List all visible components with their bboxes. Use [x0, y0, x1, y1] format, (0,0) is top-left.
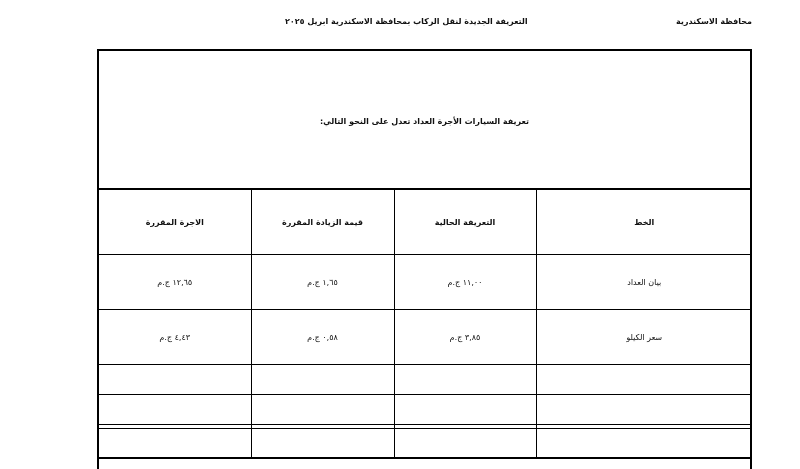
empty-cell — [536, 365, 752, 395]
cell-line: بيان العداد — [536, 255, 752, 310]
table-row — [99, 310, 752, 365]
empty-cell — [394, 365, 536, 395]
document-title: التعريفة الجديدة لنقل الركاب بمحافظة الاسكندرية ابريل ٢٠٢٥ — [285, 17, 528, 26]
empty-cell — [536, 395, 752, 425]
empty-row — [99, 365, 752, 395]
column-header-current: التعريفة الحالية — [394, 190, 536, 255]
column-header-line: الخط — [536, 190, 752, 255]
empty-cell — [251, 429, 394, 459]
empty-cell — [251, 395, 394, 425]
cell-fare: ٤,٤٣ ج.م — [99, 310, 251, 365]
column-header-increase: قيمة الزيادة المقررة — [251, 190, 394, 255]
fare-sheet — [97, 49, 752, 469]
cell-current: ٣,٨٥ ج.م — [394, 310, 536, 365]
cell-increase: ٠,٥٨ ج.م — [251, 310, 394, 365]
empty-cell — [251, 365, 394, 395]
empty-cell — [99, 429, 251, 459]
governorate-label: محافظة الاسكندرية — [676, 17, 752, 26]
column-header-fare: الاجرة المقررة — [99, 190, 251, 255]
empty-cell — [394, 395, 536, 425]
empty-cell — [536, 429, 752, 459]
empty-cell — [99, 395, 251, 425]
cell-current: ١١,٠٠ ج.م — [394, 255, 536, 310]
table-header-row — [99, 190, 752, 255]
cell-line: سعر الكيلو — [536, 310, 752, 365]
empty-cell — [394, 429, 536, 459]
intro-text: تعريفة السيارات الأجرة العداد تعدل على النحو التالي: — [99, 51, 750, 190]
fare-table — [99, 190, 752, 459]
table-row — [99, 255, 752, 310]
empty-cell — [99, 365, 251, 395]
cell-fare: ١٢,٦٥ ج.م — [99, 255, 251, 310]
empty-row — [99, 429, 752, 459]
cell-increase: ١,٦٥ ج.م — [251, 255, 394, 310]
empty-row — [99, 395, 752, 425]
